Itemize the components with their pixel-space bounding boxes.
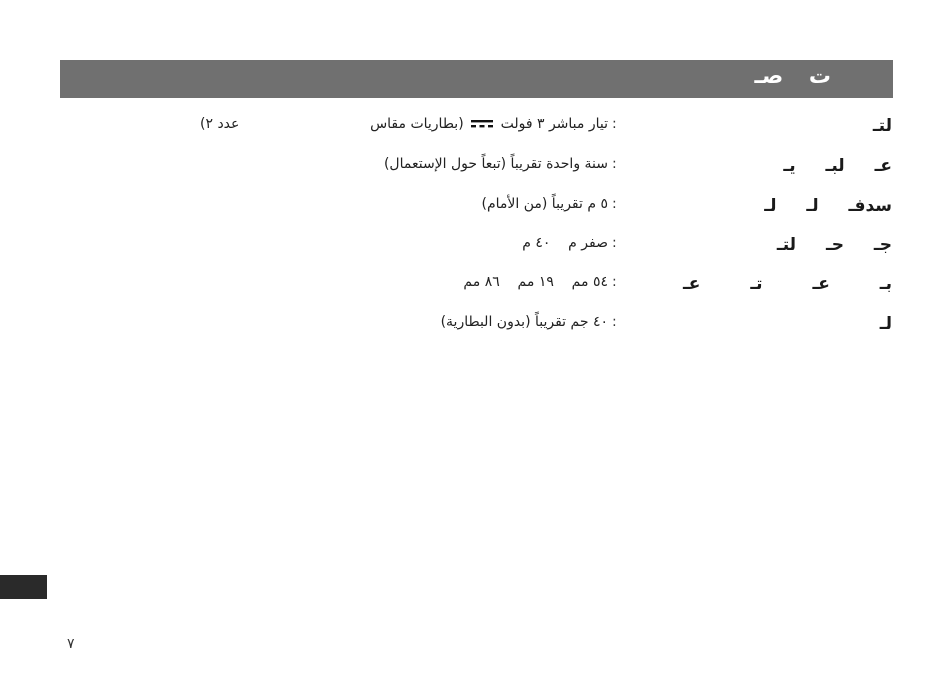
spec-row-power — [0, 116, 950, 146]
spec-label: عـ لبـ يـ — [783, 156, 892, 176]
colon: : — [612, 274, 617, 290]
spec-label: لـ — [879, 314, 892, 334]
spec-value: ٥ م تقريباً (من الأمام) — [481, 196, 608, 212]
colon: : — [612, 235, 617, 251]
spec-value: سنة واحدة تقريباً (تبعاً حول الإستعمال) — [383, 156, 608, 172]
colon: : — [612, 116, 617, 132]
spec-label: لتـ — [872, 116, 892, 136]
spec-value — [370, 116, 608, 132]
spec-value: ٥٤ مم ١٩ مم ٨٦ مم — [463, 274, 608, 290]
spec-row-battery-life — [0, 156, 950, 186]
colon: : — [612, 156, 617, 172]
spec-row-dimensions — [0, 274, 950, 304]
spec-row-weight — [0, 314, 950, 344]
spec-label: جـ حـ لتـ — [776, 235, 892, 255]
page-number: ٧ — [67, 636, 75, 652]
side-tab-marker — [0, 575, 47, 599]
battery-type-text: (بطاريات مقاس — [370, 116, 464, 132]
section-title: ت صـ — [754, 64, 831, 89]
spec-row-temperature — [0, 235, 950, 265]
colon: : — [612, 314, 617, 330]
spec-label: سدفـ لـ لـ — [764, 196, 892, 216]
dc-current-icon — [470, 118, 494, 130]
colon: : — [612, 196, 617, 212]
spec-value: ٤٠ جم تقريباً (بدون البطارية) — [440, 314, 608, 330]
spec-value: صفر م ٤٠ م — [522, 235, 608, 251]
spec-row-range — [0, 196, 950, 226]
battery-count-text: عدد ٢) — [200, 116, 240, 132]
power-voltage-text: تيار مباشر ٣ فولت — [500, 116, 608, 132]
section-header-bar — [60, 60, 893, 98]
spec-label: بـ عـ تـ عـ — [683, 274, 892, 294]
